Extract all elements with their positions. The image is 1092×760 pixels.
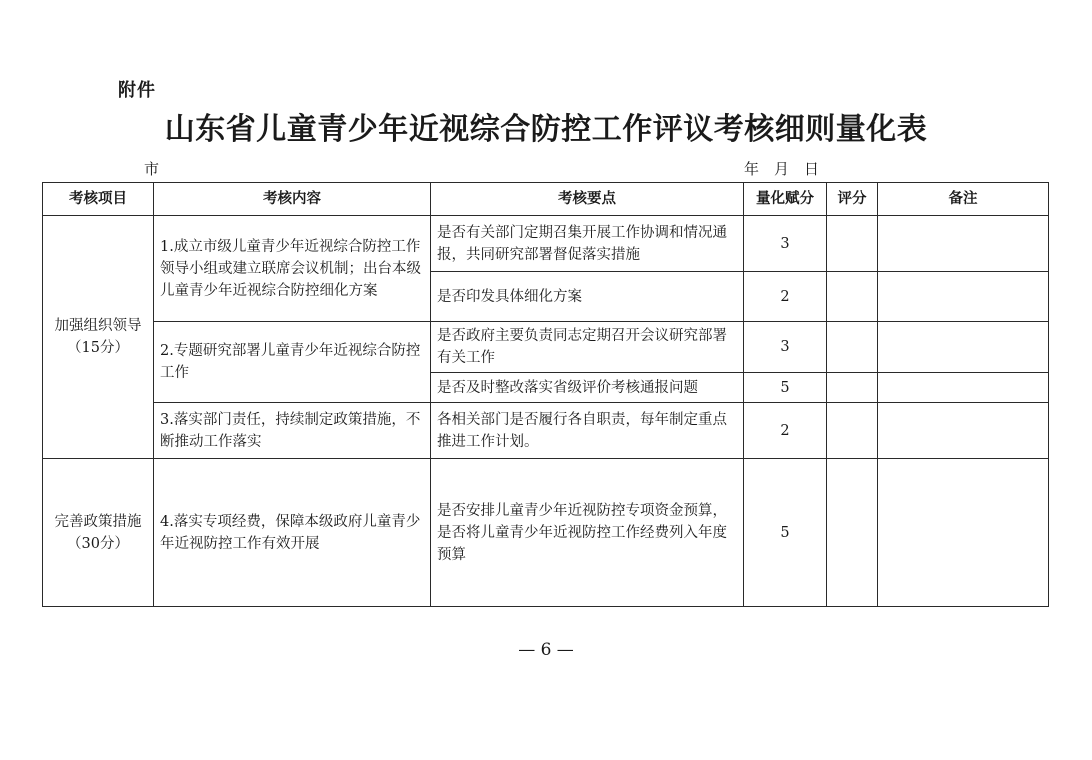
content-cell: 4.落实专项经费，保障本级政府儿童青少年近视防控工作有效开展 [154,459,431,607]
date-label: 年 月 日 [744,160,820,178]
rating-cell[interactable] [827,322,878,373]
remarks-cell[interactable] [878,322,1049,373]
remarks-cell[interactable] [878,403,1049,459]
table-row [43,403,1049,459]
score-cell: 5 [744,459,827,607]
score-cell: 5 [744,373,827,403]
attachment-label: 附件 [118,80,156,101]
project-points: （30分） [67,535,129,552]
score-cell: 3 [744,322,827,373]
city-label: 市 [144,160,160,178]
key-point-cell: 是否政府主要负责同志定期召开会议研究部署有关工作 [431,322,744,373]
content-cell: 2.专题研究部署儿童青少年近视综合防控工作 [154,322,431,403]
score-cell: 2 [744,272,827,322]
rating-cell[interactable] [827,216,878,272]
table-row [43,216,1049,272]
rating-cell[interactable] [827,373,878,403]
header-remarks: 备注 [878,183,1049,216]
header-rating: 评分 [827,183,878,216]
header-key-points: 考核要点 [431,183,744,216]
table-row [43,322,1049,373]
key-point-cell: 是否有关部门定期召集开展工作协调和情况通报，共同研究部署督促落实措施 [431,216,744,272]
rating-cell[interactable] [827,459,878,607]
rating-cell[interactable] [827,403,878,459]
key-point-cell: 是否及时整改落实省级评价考核通报问题 [431,373,744,403]
table-header-row [43,183,1049,216]
remarks-cell[interactable] [878,373,1049,403]
page-number: — 6 — [518,640,574,660]
remarks-cell[interactable] [878,216,1049,272]
remarks-cell[interactable] [878,459,1049,607]
project-cell [43,459,154,607]
key-point-cell: 是否印发具体细化方案 [431,272,744,322]
content-cell: 3.落实部门责任，持续制定政策措施，不断推动工作落实 [154,403,431,459]
table-row [43,459,1049,607]
remarks-cell[interactable] [878,272,1049,322]
key-point-cell: 各相关部门是否履行各自职责，每年制定重点推进工作计划。 [431,403,744,459]
key-point-cell: 是否安排儿童青少年近视防控专项资金预算，是否将儿童青少年近视防控工作经费列入年度预算 [431,459,744,607]
project-name: 完善政策措施 [54,513,142,530]
assessment-table [42,182,1049,607]
project-cell [43,216,154,459]
project-name: 加强组织领导 [54,318,142,334]
document-title: 山东省儿童青少年近视综合防控工作评议考核细则量化表 [164,112,928,147]
header-project: 考核项目 [43,183,154,216]
header-quantified-score: 量化赋分 [744,183,827,216]
header-content: 考核内容 [154,183,431,216]
project-points: （15分） [67,340,129,356]
content-cell: 1.成立市级儿童青少年近视综合防控工作领导小组或建立联席会议机制；出台本级儿童青少年近视综合防控细化方案 [154,216,431,322]
rating-cell[interactable] [827,272,878,322]
score-cell: 2 [744,403,827,459]
score-cell: 3 [744,216,827,272]
